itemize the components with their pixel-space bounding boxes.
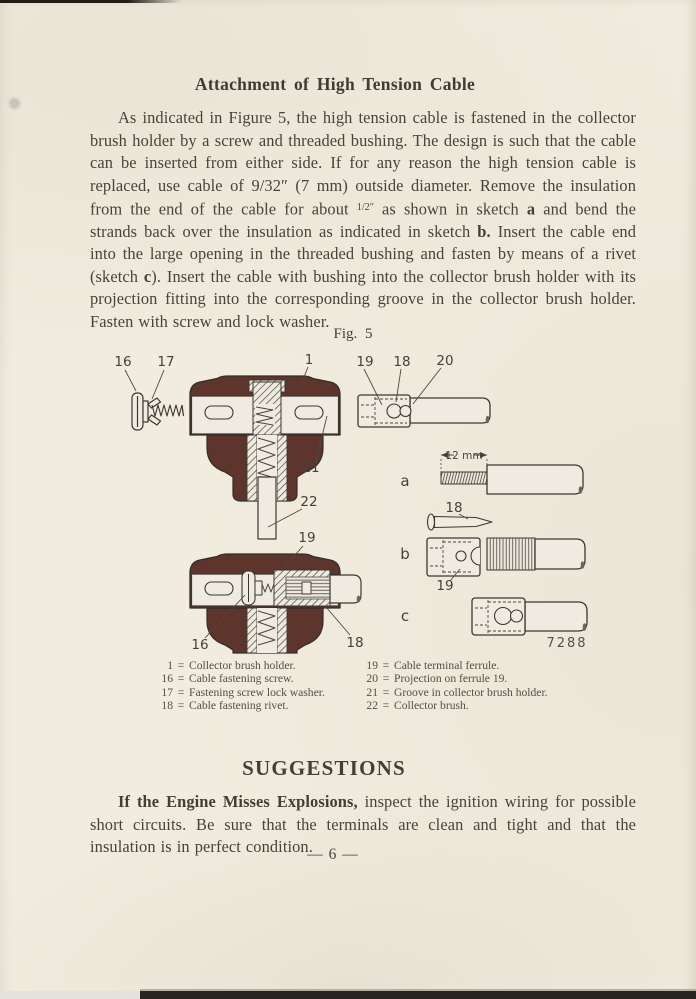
legend-item (147, 699, 325, 712)
callout-1: 1 (304, 352, 314, 368)
legend-item (352, 686, 548, 699)
legend-num: 19 (366, 659, 378, 672)
suggestions-heading: SUGGESTIONS (242, 756, 406, 781)
callout-18-bottom: 18 (346, 635, 364, 651)
legend-item (352, 659, 548, 672)
equals-sign: = (177, 685, 185, 699)
suggestions-body: inspect the ignition wiring for possible short circuits. Be sure that the terminals are clean and tight and that the insulation is in perfect condition. (90, 792, 636, 857)
legend-label: Collector brush holder. (189, 659, 296, 672)
legend-label: Projection on ferrule 19. (394, 672, 508, 686)
plate-number: 7288 (546, 636, 588, 651)
leader-17-top (152, 370, 164, 399)
figure-5-illustration (95, 320, 615, 658)
equals-sign: = (382, 685, 390, 699)
leader-18-bottom (326, 607, 350, 635)
callout-19-top: 19 (356, 354, 374, 370)
sketch-c-ref: c (143, 266, 152, 286)
callout-18-top: 18 (393, 354, 411, 370)
callout-20-top: 20 (436, 353, 454, 369)
callout-18-rivet: 18 (445, 500, 463, 516)
equals-sign: = (382, 699, 390, 713)
legend-num: 1 (167, 659, 173, 672)
paper-blemish (10, 99, 19, 108)
legend-label: Cable fastening screw. (189, 672, 294, 686)
intro-text-2: as shown in sketch (373, 199, 527, 219)
equals-sign: = (177, 699, 185, 713)
legend-num: 20 (366, 672, 378, 686)
callout-17-top: 17 (157, 354, 175, 370)
callout-22: 22 (300, 494, 318, 510)
suggestions-lead: If the Engine Misses Explosions, (118, 792, 358, 812)
legend-num: 22 (366, 699, 378, 713)
callout-16-top: 16 (114, 354, 132, 370)
legend-num: 17 (161, 685, 173, 699)
callout-19-b: 19 (436, 578, 454, 594)
legend-num: 21 (366, 685, 378, 699)
intro-text-1: As indicated in Figure 5, the high tension cable is fastened in the collector brush holder by a screw and threaded bushing. The design is such that the cable can be inserted from either side. If for any reason the high tension cable is replaced, use cable of 9/32″ (7 mm) outside diameter. Remove the insulation from the end of the cable for about (90, 108, 636, 219)
legend-item (147, 672, 325, 685)
legend-label: Collector brush. (394, 699, 469, 713)
page-number: — 6 — (307, 846, 359, 863)
legend-label: Cable fastening rivet. (189, 699, 289, 713)
scan-edge-top (0, 0, 182, 3)
intro-paragraph (90, 107, 636, 333)
legend-label: Groove in collector brush holder. (394, 685, 548, 699)
equals-sign: = (382, 672, 390, 686)
figure-caption: Fig. 5 (333, 326, 373, 342)
dimension-12mm: 12 mm (445, 450, 483, 462)
intro-text-3: and bend the strands back over the insulation as indicated in sketch (90, 199, 636, 241)
legend-num: 16 (161, 672, 173, 686)
sketch-b-label: b (400, 545, 410, 563)
legend-item (147, 659, 325, 672)
legend-item (352, 699, 548, 712)
fastening-screw-drawing (132, 393, 184, 430)
equals-sign: = (177, 672, 185, 686)
legend-column-right (352, 659, 548, 713)
callout-21: 21 (302, 460, 320, 476)
scan-edge-bottom (140, 991, 696, 999)
sketch-a-label: a (400, 472, 410, 490)
equals-sign: = (177, 659, 185, 672)
sketch-b-ref: b. (477, 221, 491, 241)
intro-text-5: ). Insert the cable with bushing into the collector brush holder with its projection fitting into the corresponding groove in the collector brush holder. Fasten with screw and lock washer. (90, 266, 637, 331)
page-title: Attachment of High Tension Cable (194, 73, 476, 94)
legend-column-left (147, 659, 325, 713)
scan-edge-bottom-left (0, 991, 140, 999)
legend-label: Fastening screw lock washer. (189, 685, 325, 699)
legend-num: 18 (161, 699, 173, 713)
callout-16-bottom: 16 (191, 637, 209, 653)
half-inch-fraction: 1/2″ (356, 202, 374, 214)
sketch-c-label: c (400, 607, 410, 625)
legend-item (147, 686, 325, 699)
callout-19-mid: 19 (298, 530, 316, 546)
sketch-a-ref: a (526, 199, 536, 219)
ferrule-cable-drawing (358, 395, 490, 427)
sketch-c-drawing (472, 598, 587, 635)
legend-label: Cable terminal ferrule. (394, 659, 500, 672)
equals-sign: = (382, 659, 390, 672)
brush-holder-section-upper (190, 376, 340, 539)
brush-holder-section-lower (190, 554, 364, 653)
legend-item (352, 672, 548, 685)
intro-text-4: Insert the cable end into the large opening in the threaded bushing and fasten by means of a rivet (sketch (90, 221, 636, 286)
rivet-drawing (428, 514, 493, 530)
leader-16-top (125, 370, 136, 391)
sketch-b-drawing (427, 538, 585, 576)
